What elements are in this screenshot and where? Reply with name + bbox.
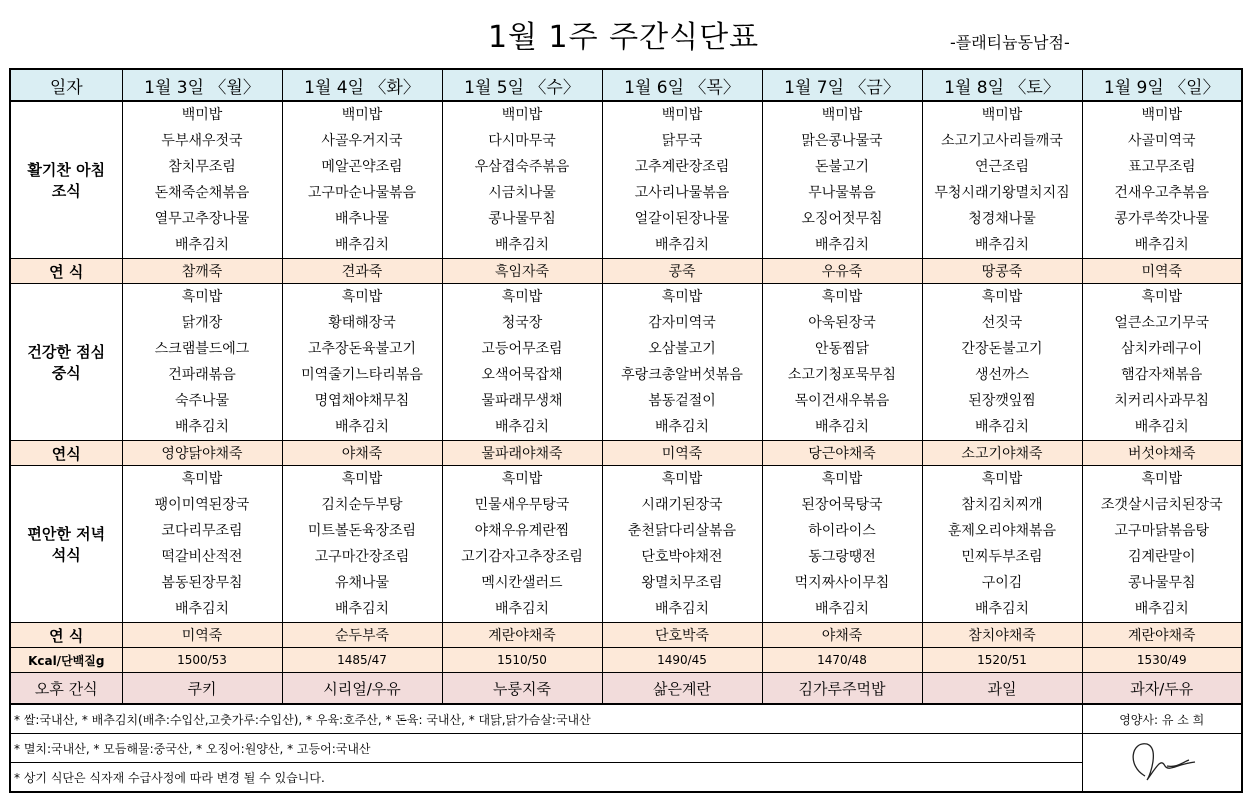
menu-item: 백미밥 [501,107,543,123]
menu-item: 배추김치 [334,237,390,253]
menu-item: 떡갈비산적전 [161,549,243,565]
breakfast-label [10,101,122,259]
menu-cell [602,101,762,259]
menu-item: 배추김치 [1134,419,1189,435]
menu-item: 생선까스 [974,367,1030,383]
menu-item: 배추김치 [174,237,230,253]
origin-note: * 멸치:국내산, * 모듬해물:중국산, * 오징어:원양산, * 고등어:국내산 [10,734,1082,763]
menu-item: 흑미밥 [821,289,863,305]
day-header: 1월 3일 〈월〉 [122,69,282,101]
menu-item: 흑미밥 [661,471,703,487]
menu-cell [1082,284,1242,441]
menu-item: 청경채나물 [968,211,1036,227]
breakfast_snack-item: 콩죽 [602,259,762,284]
menu-item: 닭무국 [661,133,703,149]
menu-item: 된장깻잎찜 [968,393,1036,409]
kcal-item: 1530/49 [1082,648,1242,673]
menu-item: 배추김치 [814,237,870,253]
menu-item: 배추김치 [174,601,230,617]
kcal-label: Kcal/단백질g [10,648,122,673]
weekly-menu-table [9,68,1243,793]
menu-item: 조갯살시금치된장국 [1100,497,1223,513]
menu-item: 고기감자고추장조림 [461,549,583,565]
menu-item: 오색어묵잡채 [481,367,563,383]
page-title: 1월 1주 주간식단표 [487,20,760,55]
menu-item: 숙주나물 [174,393,230,409]
breakfast_snack-item: 미역죽 [1082,259,1242,284]
menu-cell [602,284,762,441]
menu-item: 고구마간장조림 [314,549,410,565]
menu-cell [122,466,282,623]
menu-item: 배추김치 [974,237,1030,253]
menu-item: 배추김치 [1134,601,1189,617]
date-label: 일자 [10,69,122,101]
breakfast_snack-label: 연 식 [10,259,122,284]
kcal-row [10,648,1242,673]
meal-label-line: 활기찬 아침 [27,161,106,179]
origin-note: * 상기 식단은 식자재 수급사정에 따라 변경 될 수 있습니다. [10,763,1082,793]
menu-item: 백미밥 [1141,107,1183,123]
meal-label-line: 중식 [51,364,81,382]
origin-note: * 쌀:국내산, * 배추김치(배추:수입산,고춧가루:수입산), * 우육:호주산, * 돈육: 국내산, * 대닭,닭가슴살:국내산 [10,704,1082,734]
menu-item: 고구마순나물볶음 [307,185,417,201]
menu-item: 민물새우무탕국 [474,497,570,513]
kcal-item: 1485/47 [282,648,442,673]
menu-item: 두부새우젓국 [161,133,243,149]
menu-item: 배추김치 [174,419,230,435]
menu-item: 사골미역국 [1127,133,1196,149]
menu-item: 선짓국 [981,315,1023,331]
menu-item: 얼큰소고기무국 [1114,315,1210,331]
menu-item: 미역줄기느타리볶음 [301,367,423,383]
menu-item: 맑은콩나물국 [801,133,883,149]
menu-item: 흑미밥 [981,289,1023,305]
menu-item: 흑미밥 [341,289,383,305]
menu-item: 된장어묵탕국 [801,497,883,513]
menu-item: 시래기된장국 [641,497,723,513]
menu-item: 배추김치 [654,419,710,435]
dinner_snack-row [10,623,1242,648]
menu-item: 하이라이스 [808,523,876,539]
menu-item: 얼갈이된장나물 [634,211,730,227]
dinner_snack-item: 순두부죽 [282,623,442,648]
menu-item: 봄동겉절이 [648,393,716,409]
menu-item: 고사리나물볶음 [634,185,730,201]
menu-item: 코다리무조림 [161,523,243,539]
menu-item: 삼치카레구이 [1121,341,1203,357]
breakfast_snack-item: 견과죽 [282,259,442,284]
lunch_snack-item: 버섯야채죽 [1082,441,1242,466]
menu-item: 배추김치 [494,237,550,253]
menu-item: 민찌두부조림 [961,549,1043,565]
menu-cell [282,284,442,441]
menu-item: 김계란말이 [1127,549,1196,565]
menu-item: 백미밥 [181,107,223,123]
menu-item: 다시마무국 [488,133,556,149]
menu-item: 춘천닭다리살볶음 [627,523,737,539]
menu-item: 우삼겹숙주볶음 [474,159,570,175]
menu-item: 흑미밥 [341,471,383,487]
menu-item: 배추김치 [654,601,710,617]
menu-item: 오삼불고기 [648,341,716,357]
signature [1082,734,1242,793]
menu-item: 배추나물 [334,211,390,227]
kcal-item: 1520/51 [922,648,1082,673]
menu-cell [442,466,602,623]
meal-label-line: 조식 [51,182,81,200]
day-header: 1월 7일 〈금〉 [762,69,922,101]
kcal-item: 1500/53 [122,648,282,673]
menu-item: 안동찜닭 [814,341,870,357]
menu-item: 메알곤약조림 [321,159,403,175]
afternoon-item: 쿠키 [122,673,282,705]
menu-item: 흑미밥 [181,471,223,487]
menu-item: 단호박야채전 [641,549,723,565]
menu-item: 왕멸치무조림 [641,575,723,591]
menu-item: 흑미밥 [661,289,703,305]
dinner_snack-item: 계란야채죽 [1082,623,1242,648]
day-header: 1월 9일 〈일〉 [1082,69,1242,101]
menu-cell [922,284,1082,441]
menu-item: 닭개장 [181,315,223,331]
menu-item: 백미밥 [981,107,1023,123]
menu-item: 흑미밥 [821,471,863,487]
afternoon-item: 과자/두유 [1082,673,1242,705]
menu-item: 고추장돈육불고기 [307,341,417,357]
menu-item: 백미밥 [821,107,863,123]
menu-item: 명엽채야채무침 [314,393,410,409]
menu-item: 감자미역국 [648,315,716,331]
menu-item: 황태해장국 [328,315,396,331]
menu-cell [282,466,442,623]
menu-item: 참치김치찌개 [961,497,1043,513]
dinner_snack-label: 연 식 [10,623,122,648]
menu-item: 건파래볶음 [168,367,236,383]
afternoon-item: 삶은계란 [602,673,762,705]
kcal-item: 1510/50 [442,648,602,673]
dinner-label [10,466,122,623]
menu-item: 백미밥 [341,107,383,123]
menu-item: 배추김치 [974,601,1030,617]
menu-item: 아욱된장국 [808,315,876,331]
menu-item: 햄감자채볶음 [1121,367,1203,383]
lunch_snack-item: 당근야채죽 [762,441,922,466]
afternoon-item: 시리얼/우유 [282,673,442,705]
dinner_snack-item: 계란야채죽 [442,623,602,648]
menu-item: 배추김치 [494,601,550,617]
day-header: 1월 6일 〈목〉 [602,69,762,101]
menu-item: 김치순두부탕 [321,497,403,513]
dinner_snack-item: 참치야채죽 [922,623,1082,648]
dinner_snack-item: 야채죽 [762,623,922,648]
dinner-row [10,466,1242,623]
lunch_snack-label: 연식 [10,441,122,466]
day-header: 1월 5일 〈수〉 [442,69,602,101]
menu-item: 콩나물무침 [488,211,556,227]
menu-item: 배추김치 [814,419,870,435]
lunch_snack-item: 물파래야채죽 [442,441,602,466]
lunch_snack-item: 야채죽 [282,441,442,466]
menu-item: 봄동된장무침 [161,575,243,591]
menu-item: 배추김치 [814,601,870,617]
menu-item: 유채나물 [334,575,390,591]
lunch_snack-item: 영양닭야채죽 [122,441,282,466]
menu-cell [1082,101,1242,259]
breakfast_snack-row [10,259,1242,284]
menu-item: 소고기청포묵무침 [787,367,897,383]
menu-item: 미트볼돈육장조림 [307,523,417,539]
menu-cell [922,466,1082,623]
lunch-label [10,284,122,441]
menu-item: 흑미밥 [501,289,543,305]
lunch_snack-row [10,441,1242,466]
menu-item: 배추김치 [494,419,550,435]
menu-item: 돈채죽순채볶음 [154,185,250,201]
menu-cell [762,101,922,259]
menu-item: 표고무조림 [1127,159,1196,175]
menu-item: 사골우거지국 [321,133,403,149]
kcal-item: 1490/45 [602,648,762,673]
menu-item: 오징어젓무침 [801,211,883,227]
menu-item: 멕시칸샐러드 [481,575,563,591]
menu-item: 먹지짜사이무침 [794,575,890,591]
menu-item: 고구마닭볶음탕 [1114,523,1210,539]
branch-name: -플래티늄동남점- [950,33,1070,52]
meal-label-line: 석식 [51,546,81,564]
menu-item: 동그랑땡전 [808,549,876,565]
menu-item: 간장돈불고기 [961,341,1043,357]
menu-item: 흑미밥 [181,289,223,305]
menu-item: 후랑크총알버섯볶음 [621,367,743,383]
signature-icon [1117,736,1207,786]
menu-item: 청국장 [501,315,543,331]
day-header: 1월 8일 〈토〉 [922,69,1082,101]
menu-item: 고추계란장조림 [634,159,730,175]
menu-cell [442,284,602,441]
menu-cell [122,101,282,259]
menu-cell [282,101,442,259]
menu-item: 배추김치 [974,419,1030,435]
menu-cell [762,284,922,441]
header-row [10,69,1242,101]
menu-cell [922,101,1082,259]
menu-item: 건새우고추볶음 [1114,185,1210,201]
afternoon-item: 과일 [922,673,1082,705]
menu-cell [442,101,602,259]
menu-item: 배추김치 [1134,237,1189,253]
menu-item: 야채우유계란찜 [474,523,570,539]
lunch_snack-item: 미역죽 [602,441,762,466]
menu-item: 배추김치 [334,419,390,435]
menu-item: 콩가루쑥갓나물 [1114,211,1210,227]
lunch_snack-item: 소고기야채죽 [922,441,1082,466]
menu-item: 흑미밥 [1141,471,1183,487]
dinner_snack-item: 단호박죽 [602,623,762,648]
nutritionist: 영양사: 유 소 희 [1082,704,1242,734]
meal-label-line: 편안한 저녁 [27,525,106,543]
menu-item: 고등어무조림 [481,341,563,357]
menu-item: 무나물볶음 [808,185,876,201]
menu-item: 흑미밥 [981,471,1023,487]
menu-item: 백미밥 [661,107,703,123]
dinner_snack-item: 미역죽 [122,623,282,648]
menu-item: 돈불고기 [814,159,870,175]
menu-item: 훈제오리야채볶음 [947,523,1057,539]
menu-item: 배추김치 [334,601,390,617]
menu-item: 열무고추장나물 [154,211,250,227]
afternoon-item: 김가루주먹밥 [762,673,922,705]
menu-item: 목이건새우볶음 [794,393,890,409]
afternoon-row [10,673,1242,705]
menu-item: 배추김치 [654,237,710,253]
breakfast_snack-item: 참깨죽 [122,259,282,284]
lunch-row [10,284,1242,441]
day-header: 1월 4일 〈화〉 [282,69,442,101]
menu-item: 팽이미역된장국 [154,497,250,513]
menu-item: 치커리사과무침 [1114,393,1210,409]
menu-cell [762,466,922,623]
breakfast_snack-item: 땅콩죽 [922,259,1082,284]
menu-item: 구이김 [981,575,1023,591]
menu-item: 스크램블드에그 [154,341,250,357]
afternoon-label: 오후 간식 [10,673,122,705]
menu-item: 흑미밥 [1141,289,1183,305]
menu-item: 흑미밥 [501,471,543,487]
menu-item: 참치무조림 [168,159,236,175]
breakfast-row [10,101,1242,259]
menu-cell [1082,466,1242,623]
menu-item: 물파래무생채 [481,393,563,409]
menu-item: 콩나물무침 [1127,575,1196,591]
breakfast_snack-item: 흑임자죽 [442,259,602,284]
kcal-item: 1470/48 [762,648,922,673]
menu-cell [122,284,282,441]
menu-item: 연근조림 [974,159,1030,175]
menu-item: 시금치나물 [488,185,556,201]
meal-label-line: 건강한 점심 [27,343,106,361]
menu-cell [602,466,762,623]
menu-item: 소고기고사리들깨국 [941,133,1063,149]
afternoon-item: 누룽지죽 [442,673,602,705]
breakfast_snack-item: 우유죽 [762,259,922,284]
menu-item: 무청시래기왕멸치지짐 [934,185,1070,201]
